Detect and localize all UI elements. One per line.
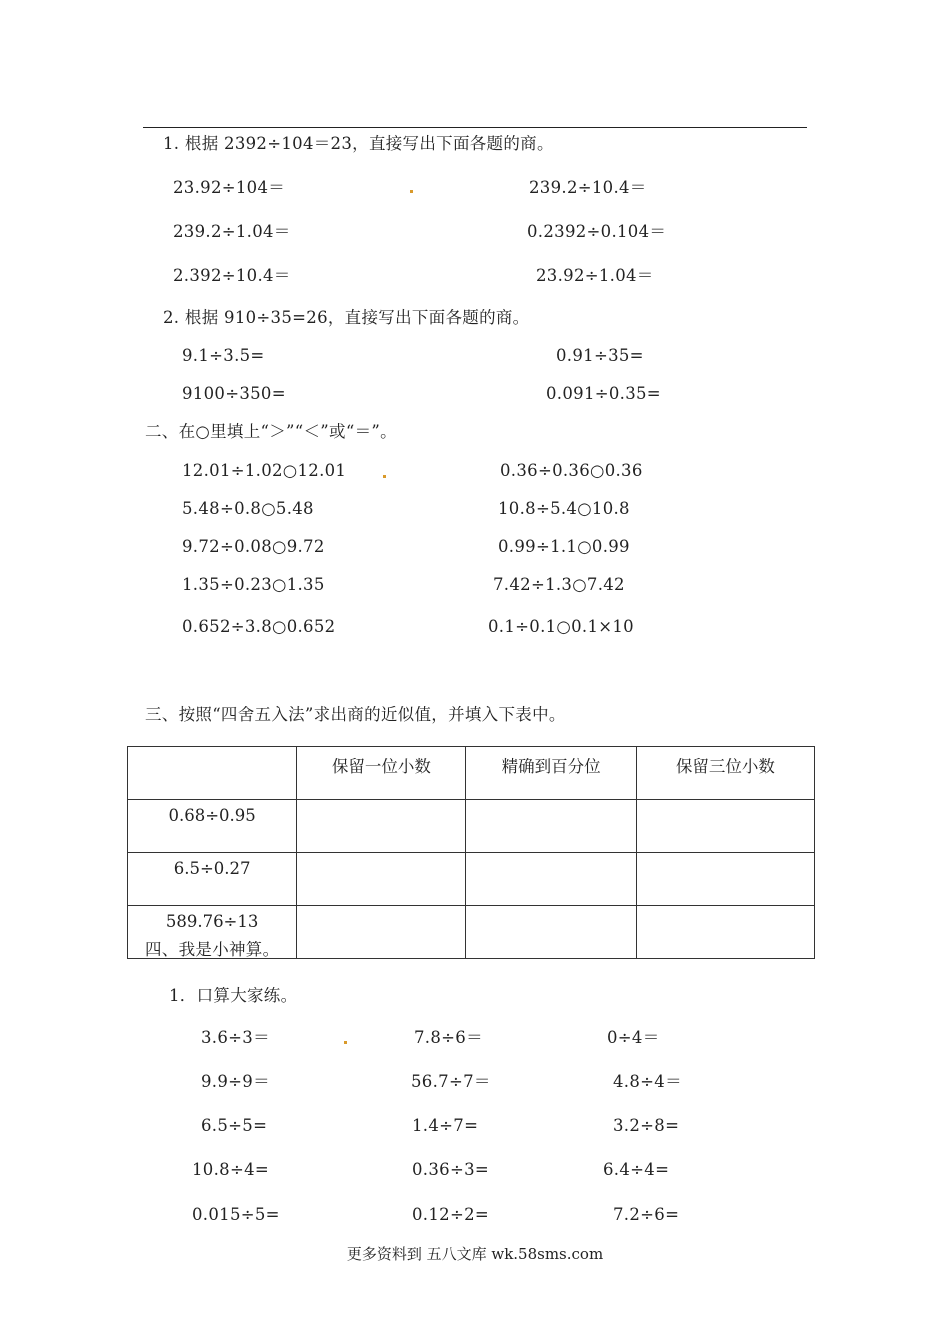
compare-item: 12.01÷1.02○12.01: [182, 461, 347, 480]
row-expression: 589.76÷13: [128, 906, 297, 959]
q2-item: 9.1÷3.5=: [182, 346, 265, 365]
answer-cell[interactable]: [636, 800, 814, 853]
q2-item: 0.091÷0.35=: [546, 384, 661, 403]
oral-item: 7.2÷6=: [613, 1205, 680, 1224]
row-expression: 6.5÷0.27: [128, 853, 297, 906]
oral-item: 0.015÷5=: [192, 1205, 280, 1224]
compare-item: 7.42÷1.3○7.42: [493, 575, 625, 594]
oral-item: 56.7÷7＝: [411, 1072, 491, 1091]
oral-item: 3.6÷3＝: [201, 1028, 270, 1047]
table-header-cell: 保留一位小数: [297, 747, 466, 800]
compare-item: 0.99÷1.1○0.99: [498, 537, 630, 556]
table-header-row: [128, 747, 815, 800]
ink-speck: [383, 475, 386, 478]
table-header-cell: 精确到百分位: [466, 747, 636, 800]
part4-sub: 1．口算大家练。: [169, 986, 298, 1005]
oral-item: 9.9÷9＝: [201, 1072, 270, 1091]
footer-text: 更多资料到 五八文库 wk.58sms.com: [346, 1245, 604, 1263]
q1-item: 2.392÷10.4＝: [173, 266, 291, 285]
part4-heading: 四、我是小神算。: [145, 940, 280, 959]
table-header-cell: 保留三位小数: [636, 747, 814, 800]
compare-item: 9.72÷0.08○9.72: [182, 537, 325, 556]
table-row: [128, 800, 815, 853]
part2-heading: 二、在○里填上“＞”“＜”或“＝”。: [145, 422, 397, 441]
part3-heading: 三、按照“四舍五入法”求出商的近似值，并填入下表中。: [145, 705, 566, 724]
q1-item: 23.92÷1.04＝: [536, 266, 654, 285]
table-header-cell: [128, 747, 297, 800]
q1-prompt: 1. 根据 2392÷104＝23，直接写出下面各题的商。: [163, 134, 554, 153]
oral-item: 10.8÷4=: [192, 1160, 269, 1179]
q2-item: 9100÷350=: [182, 384, 286, 403]
oral-item: 3.2÷8=: [613, 1116, 680, 1135]
oral-item: 6.5÷5=: [201, 1116, 268, 1135]
oral-item: 1.4÷7=: [412, 1116, 479, 1135]
compare-item: 0.1÷0.1○0.1×10: [488, 617, 634, 636]
ink-speck: [344, 1041, 347, 1044]
header-rule: [143, 127, 807, 128]
oral-item: 4.8÷4＝: [613, 1072, 682, 1091]
oral-item: 0÷4＝: [607, 1028, 660, 1047]
compare-item: 10.8÷5.4○10.8: [498, 499, 630, 518]
compare-item: 1.35÷0.23○1.35: [182, 575, 325, 594]
compare-item: 0.652÷3.8○0.652: [182, 617, 336, 636]
ink-speck: [410, 190, 413, 193]
compare-item: 0.36÷0.36○0.36: [500, 461, 643, 480]
oral-item: 0.36÷3=: [412, 1160, 489, 1179]
answer-cell[interactable]: [466, 853, 636, 906]
answer-cell[interactable]: [466, 906, 636, 959]
answer-cell[interactable]: [297, 906, 466, 959]
table-row: [128, 853, 815, 906]
oral-item: 7.8÷6＝: [414, 1028, 483, 1047]
oral-item: 0.12÷2=: [412, 1205, 489, 1224]
approximation-table: [127, 746, 815, 959]
answer-cell[interactable]: [297, 800, 466, 853]
compare-item: 5.48÷0.8○5.48: [182, 499, 314, 518]
answer-cell[interactable]: [636, 906, 814, 959]
answer-cell[interactable]: [636, 853, 814, 906]
q2-item: 0.91÷35=: [556, 346, 644, 365]
q1-item: 239.2÷1.04＝: [173, 222, 291, 241]
row-expression: 0.68÷0.95: [128, 800, 297, 853]
q1-item: 0.2392÷0.104＝: [527, 222, 667, 241]
oral-item: 6.4÷4=: [603, 1160, 670, 1179]
q1-item: 239.2÷10.4＝: [529, 178, 647, 197]
q2-prompt: 2. 根据 910÷35=26，直接写出下面各题的商。: [163, 308, 530, 327]
q1-item: 23.92÷104＝: [173, 178, 286, 197]
answer-cell[interactable]: [297, 853, 466, 906]
answer-cell[interactable]: [466, 800, 636, 853]
